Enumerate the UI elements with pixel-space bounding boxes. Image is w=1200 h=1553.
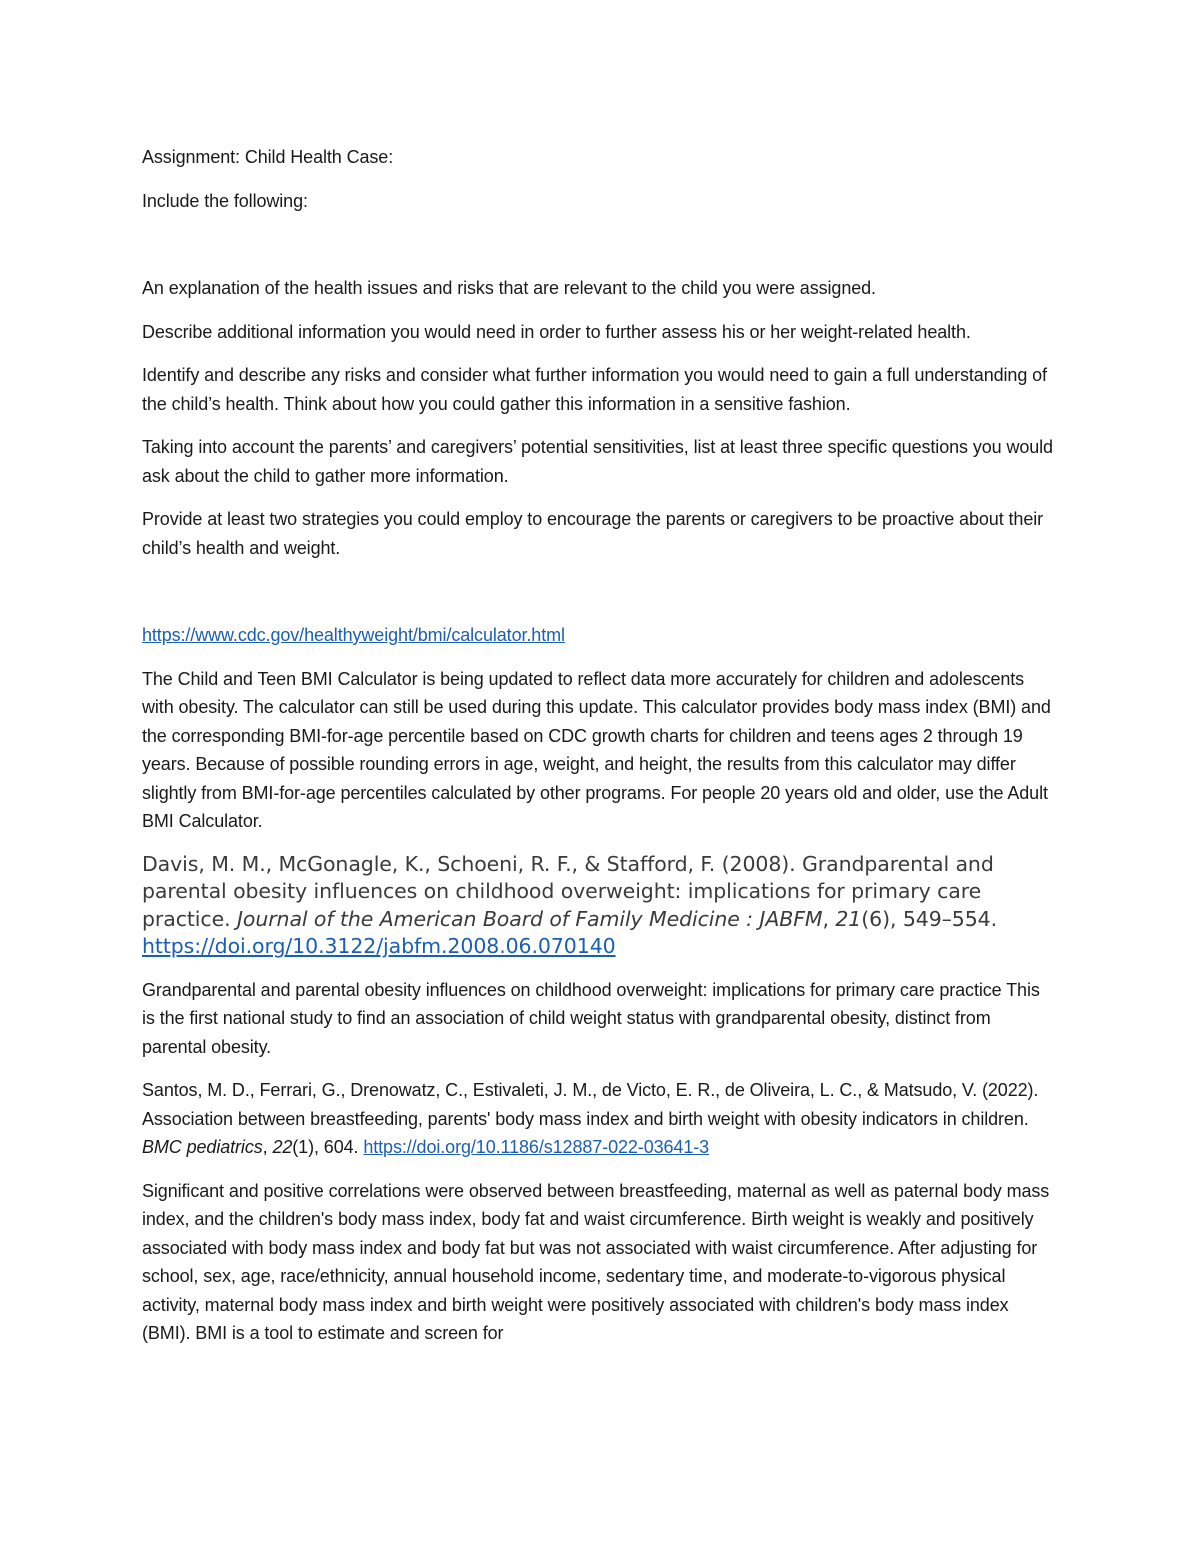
davis-journal: Journal of the American Board of Family Medicine : JABFM [236, 906, 823, 931]
santos-issue-pages: (1), 604. [292, 1137, 364, 1157]
spacer [142, 230, 1057, 274]
spacer [142, 577, 1057, 621]
cdc-calculator-link[interactable]: https://www.cdc.gov/healthyweight/bmi/calculator.html [142, 625, 565, 645]
requirement-item-5: Provide at least two strategies you could employ to encourage the parents or caregivers to be proactive about their child’s health and weight. [142, 509, 1044, 558]
intro-line: Include the following: [142, 190, 308, 211]
santos-journal: BMC pediatrics [142, 1137, 263, 1157]
santos-authors: Santos, M. D., Ferrari, G., Drenowatz, C., Estivaleti, J. M., de Victo, E. R., de Oliveira, L. C., & Matsudo, V. (2022). Association between breastfeeding, parents' body mass index and birth weight with obesity indicators in children. [142, 1080, 1039, 1129]
davis-doi-link[interactable]: https://doi.org/10.3122/jabfm.2008.06.070140 [142, 934, 616, 958]
davis-volume: 21 [835, 906, 862, 931]
assignment-title: Assignment: Child Health Case: [142, 147, 394, 167]
requirement-item-3: Identify and describe any risks and consider what further information you would need to gain a full understanding of the child’s health. Think about how you could gather this information in a sensitive fashion. [142, 365, 1047, 414]
davis-authors: Davis, M. M., McGonagle, K., Schoeni, R. F., & Stafford, F. (2008). Grandparental and parental obesity influences on childhood overweight: implications for primary care practice. [142, 851, 994, 931]
requirement-item-1: An explanation of the health issues and risks that are relevant to the child you were assigned. [142, 278, 876, 298]
davis-summary: Grandparental and parental obesity influences on childhood overweight: implications for primary care practice This is the first national study to find an association of child weight status with grandparental obesity, distinct from parental obesity. [142, 979, 1040, 1057]
santos-volume: 22 [272, 1137, 293, 1157]
document-page [142, 143, 1057, 1363]
requirement-item-2: Describe additional information you would need in order to further assess his or her weight-related health. [142, 321, 971, 342]
davis-issue-pages: (6), 549–554. [861, 906, 998, 931]
santos-citation [142, 1076, 1057, 1162]
davis-citation [142, 851, 1057, 961]
davis-sep: , [822, 906, 836, 931]
cdc-description: The Child and Teen BMI Calculator is being updated to reflect data more accurately for children and adolescents with obesity. The calculator can still be used during this update. This calculator provides body mass index (BMI) and the corresponding BMI-for-age percentile based on CDC growth charts for children and teens ages 2 through 19 years. Because of possible rounding errors in age, weight, and height, the results from this calculator may differ slightly from BMI-for-age percentiles calculated by other programs. For people 20 years old and older, use the Adult BMI Calculator. [142, 668, 1051, 831]
santos-sep: , [262, 1137, 273, 1157]
santos-doi-link[interactable]: https://doi.org/10.1186/s12887-022-03641-3 [363, 1137, 710, 1157]
santos-summary: Significant and positive correlations were observed between breastfeeding, maternal as well as paternal body mass index, and the children's body mass index, body fat and waist circumference. Birth weight is weakly and positively associated with body mass index and body fat but was not associated with waist circumference. After adjusting for school, sex, age, race/ethnicity, annual household income, sedentary time, and moderate-to-vigorous physical activity, maternal body mass index and birth weight were positively associated with children's body mass index (BMI). BMI is a tool to estimate and screen for [142, 1180, 1050, 1343]
requirement-item-4: Taking into account the parents’ and caregivers’ potential sensitivities, list at least three specific questions you would ask about the child to gather more information. [142, 437, 1053, 486]
cdc-link-paragraph [142, 621, 1057, 650]
